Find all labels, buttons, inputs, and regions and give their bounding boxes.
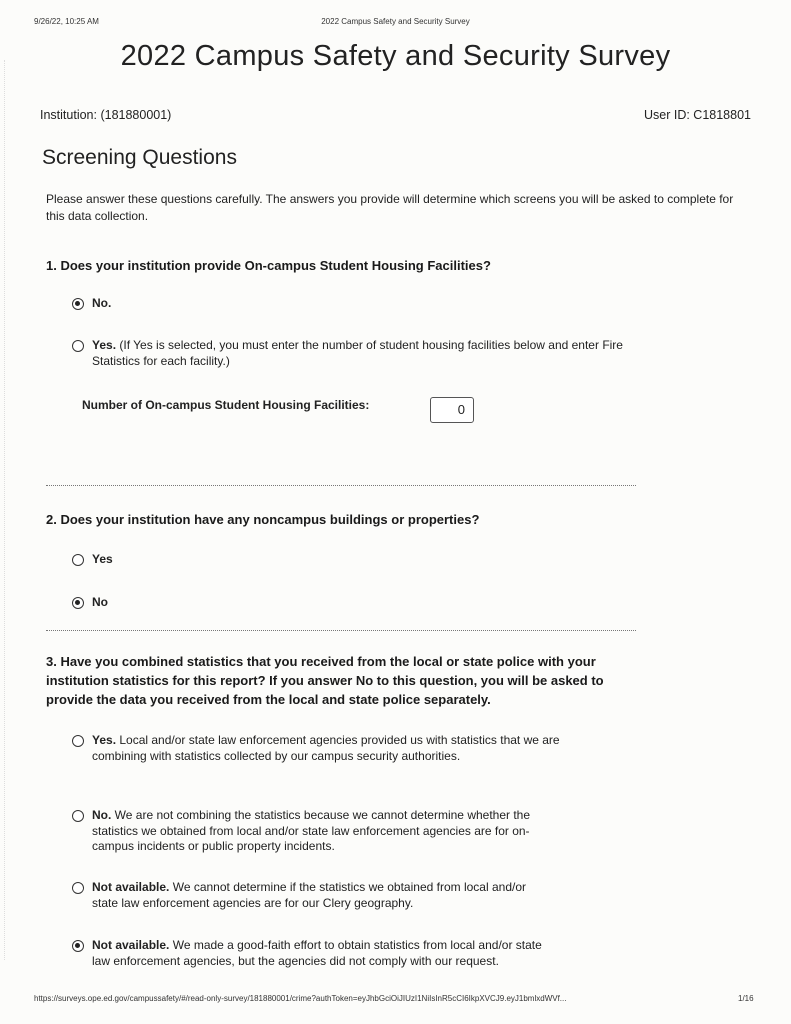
q1-option-yes-label: Yes. — [92, 338, 117, 352]
divider — [46, 630, 636, 631]
radio-unselected-icon[interactable] — [72, 735, 84, 747]
radio-selected-icon[interactable] — [72, 940, 84, 952]
housing-count-label: Number of On-campus Student Housing Facilities: — [82, 398, 370, 412]
q3-option-yes-label: Yes. — [92, 733, 117, 747]
q3-option-na1-desc: We cannot determine if the statistics we obtained from local and/or state law enforcement agencies are for our Clery geography. — [92, 880, 526, 910]
print-page-title: 2022 Campus Safety and Security Survey — [321, 17, 470, 26]
footer-page-number: 1/16 — [738, 994, 754, 1003]
housing-count-input[interactable]: 0 — [430, 397, 474, 423]
scan-margin-marks — [4, 60, 11, 960]
q1-option-yes-desc: (If Yes is selected, you must enter the number of student housing facilities below and enter Fire Statistics for each facility.) — [92, 338, 623, 368]
q2-option-yes-label: Yes — [92, 552, 113, 566]
divider — [46, 485, 636, 486]
radio-unselected-icon[interactable] — [72, 810, 84, 822]
q3-option-no-desc: We are not combining the statistics because we cannot determine whether the statistics we obtained from local and/or state law enforcement agencies are for on-campus incidents or public property incidents. — [92, 808, 531, 853]
radio-selected-icon[interactable] — [72, 597, 84, 609]
section-title: Screening Questions — [42, 146, 237, 169]
q3-option-not-available-good-faith[interactable] — [72, 938, 572, 969]
intro-text: Please answer these questions carefully. The answers you provide will determine which screens you will be asked to complete for this data collection. — [46, 192, 734, 223]
radio-unselected-icon[interactable] — [72, 340, 84, 352]
print-datetime: 9/26/22, 10:25 AM — [34, 17, 99, 26]
q3-option-no[interactable] — [72, 808, 572, 855]
q3-option-yes[interactable] — [72, 733, 572, 764]
institution-label: Institution: (181880001) — [40, 108, 172, 122]
radio-unselected-icon[interactable] — [72, 554, 84, 566]
question-1: 1. Does your institution provide On-campus Student Housing Facilities? — [46, 258, 491, 273]
question-2: 2. Does your institution have any noncampus buildings or properties? — [46, 512, 480, 527]
page-title: 2022 Campus Safety and Security Survey — [120, 40, 671, 72]
user-id-label: User ID: C1818801 — [643, 108, 751, 122]
q3-option-yes-desc: Local and/or state law enforcement agencies provided us with statistics that we are combining with statistics collected by our campus security authorities. — [92, 733, 560, 763]
q3-option-na2-desc: We made a good-faith effort to obtain statistics from local and/or state law enforcement agencies, but the agencies did not comply with our request. — [92, 938, 542, 968]
q3-option-no-label: No. — [92, 808, 112, 822]
q1-option-no-label: No. — [92, 296, 112, 310]
q3-option-na1-label: Not available. — [92, 880, 170, 894]
radio-unselected-icon[interactable] — [72, 882, 84, 894]
question-3: 3. Have you combined statistics that you received from the local or state police with your institution statistics for this report? If you answer No to this question, you will be asked to provide the data you received from the local and state police separately. — [46, 654, 604, 707]
footer-url: https://surveys.ope.ed.gov/campussafety/#/read-only-survey/181880001/crime?authToken=eyJhbGciOiJIUzI1NiIsInR5cCI6IkpXVCJ9.eyJ1bmlxdWVf... — [34, 994, 567, 1003]
q2-option-no-label: No — [92, 595, 108, 609]
q1-option-yes[interactable] — [72, 338, 672, 369]
q3-option-not-available-geography[interactable] — [72, 880, 572, 911]
q3-option-na2-label: Not available. — [92, 938, 170, 952]
radio-selected-icon[interactable] — [72, 298, 84, 310]
